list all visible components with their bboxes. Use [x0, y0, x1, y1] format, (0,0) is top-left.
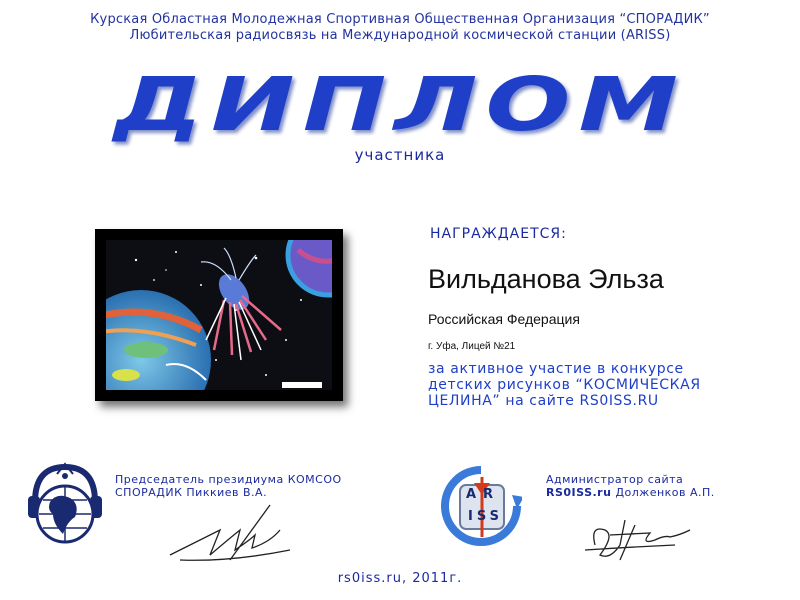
award-reason-line: ЦЕЛИНА” на сайте RS0ISS.RU — [428, 393, 659, 409]
diploma-title: ДИПЛОМ — [113, 62, 687, 148]
award-reason — [428, 361, 768, 409]
ariss-logo-bottom: ISS — [468, 509, 503, 524]
ariss-logo-top: AR — [466, 487, 501, 502]
award-reason-line: детских рисунков “КОСМИЧЕСКАЯ — [428, 377, 701, 393]
award-reason-line: за активное участие в конкурсе — [428, 361, 684, 377]
admin-signature — [580, 505, 700, 569]
admin-signature-text — [546, 473, 715, 499]
awarded-label: НАГРАЖДАЕТСЯ: — [430, 226, 567, 242]
drawing-frame — [95, 229, 343, 401]
admin-name: Долженков А.П. — [615, 486, 715, 499]
admin-site: RS0ISS.ru — [546, 486, 612, 499]
chairman-name: СПОРАДИК Пиккиев В.А. — [115, 486, 268, 499]
space-drawing — [106, 240, 332, 390]
recipient-school: г. Уфа, Лицей №21 — [428, 341, 516, 352]
chairman-signature-text — [115, 473, 342, 499]
sporadic-globe-logo — [25, 462, 105, 556]
footer-text: rs0iss.ru, 2011г. — [337, 571, 463, 586]
admin-title: Администратор сайта — [546, 473, 684, 486]
ariss-logo — [440, 465, 522, 551]
recipient-name: Вильданова Эльза — [428, 264, 664, 294]
diploma-subtitle: участника — [354, 146, 446, 164]
organization-header: Курская Областная Молодежная Спортивная Общественная Организация “СПОРАДИК” — [90, 12, 710, 27]
chairman-title: Председатель президиума КОМСОО — [115, 473, 342, 486]
project-header: Любительская радиосвязь на Международной космической станции (ARISS) — [129, 28, 671, 43]
chairman-signature — [160, 500, 300, 574]
recipient-country: Российская Федерация — [428, 311, 580, 327]
